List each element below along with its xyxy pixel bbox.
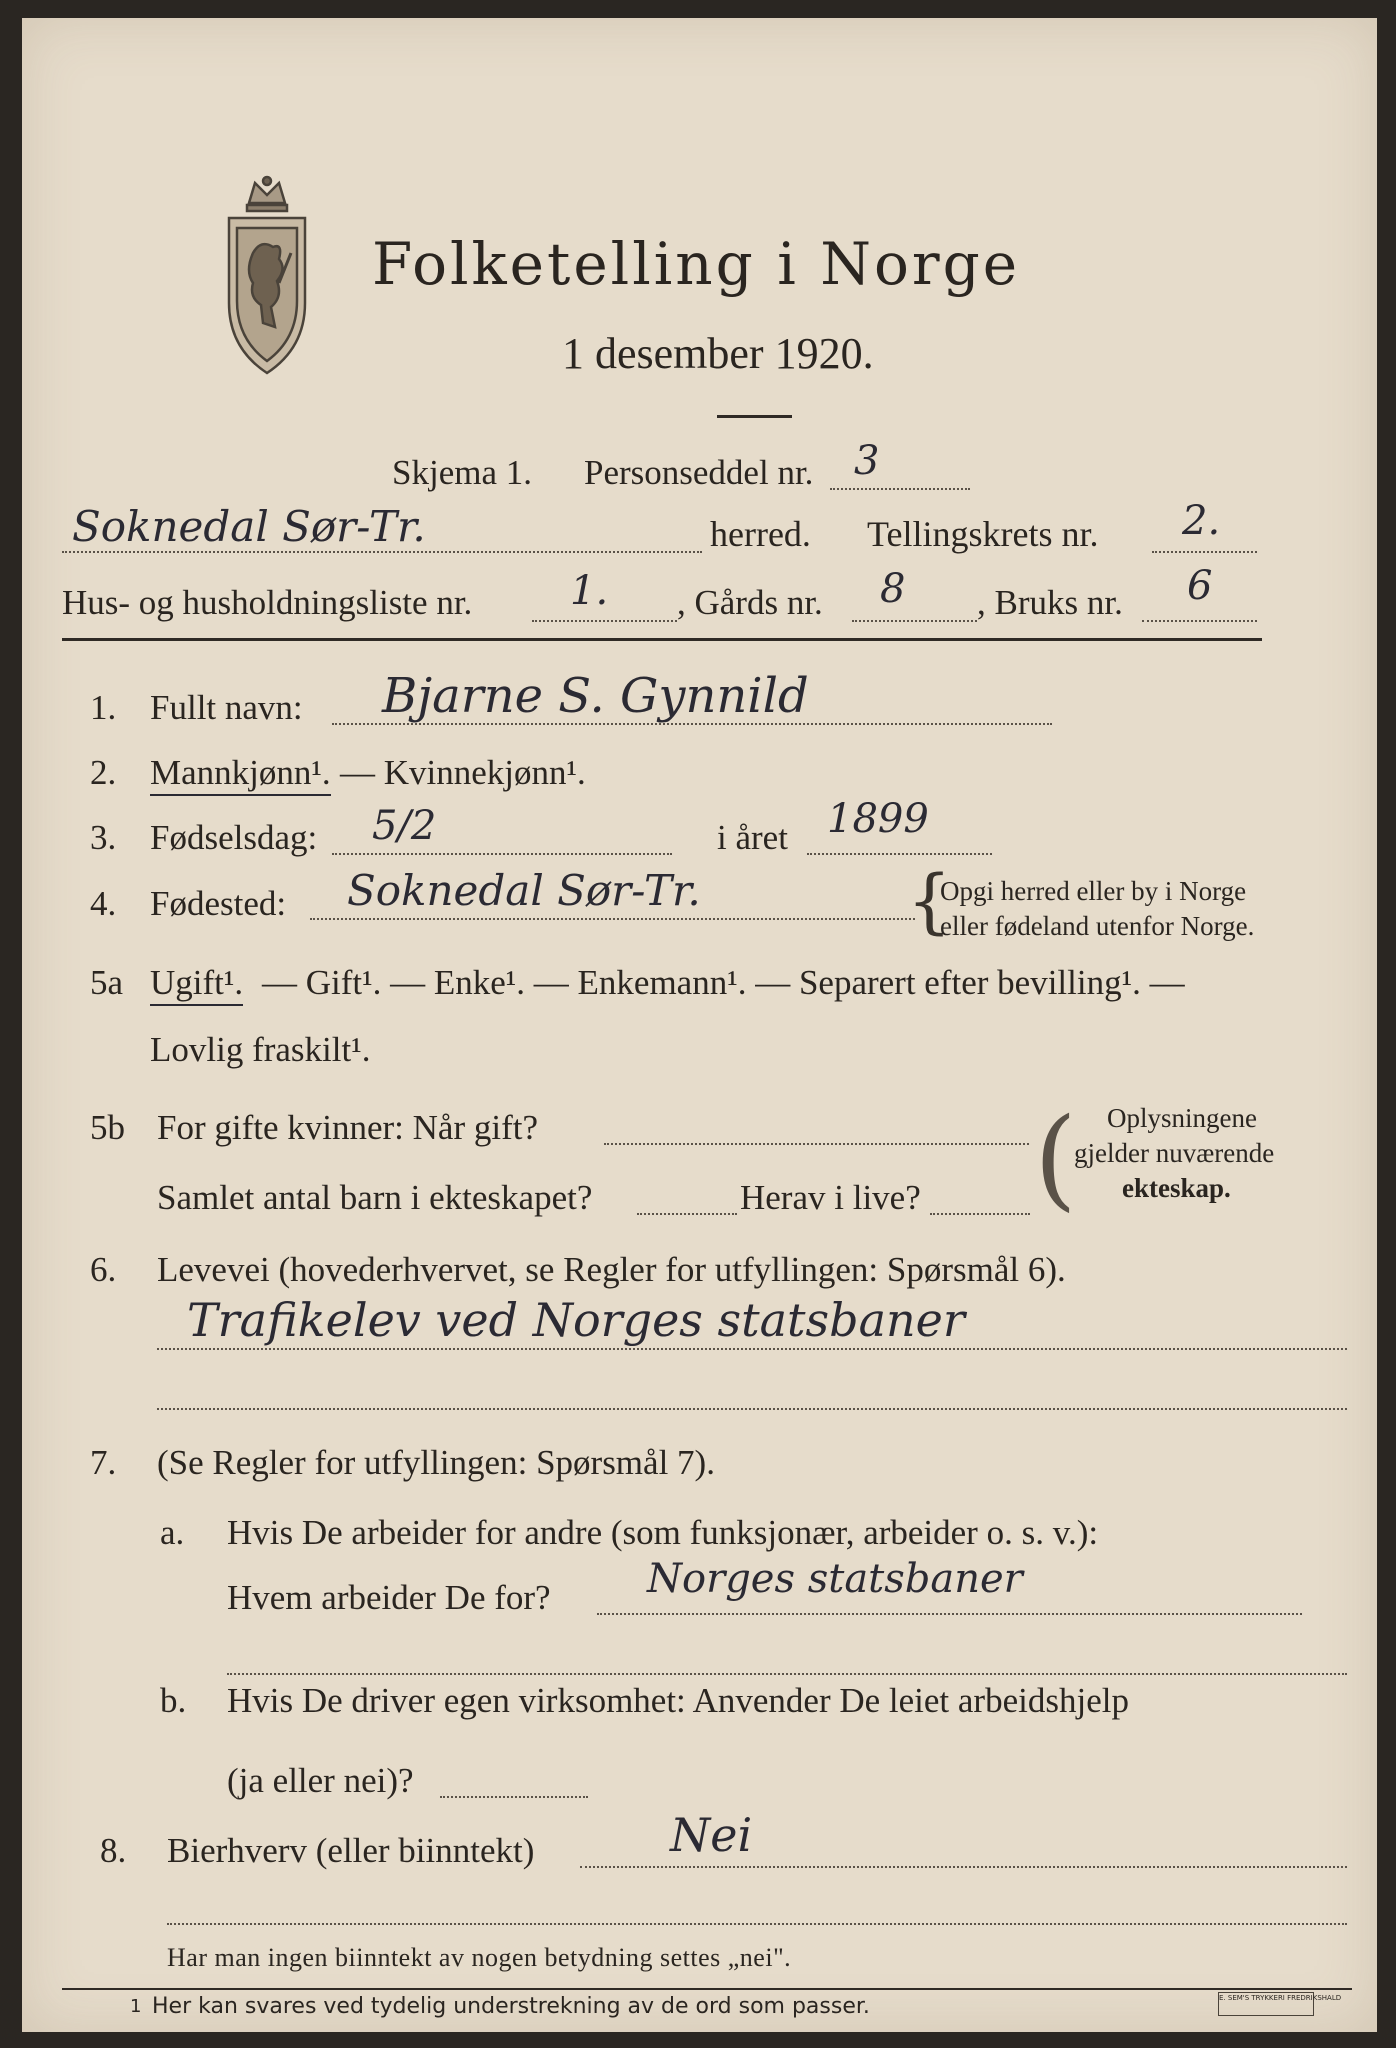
bruks-value[interactable]: 6 bbox=[1187, 563, 1213, 609]
q5b-note-2: gjelder nuværende bbox=[1074, 1138, 1275, 1168]
coat-of-arms-icon bbox=[217, 173, 317, 378]
q4-line bbox=[310, 918, 915, 920]
q8-line-1 bbox=[580, 1866, 1347, 1868]
tellingskrets-value[interactable]: 2. bbox=[1182, 498, 1221, 544]
q7b-letter: b. bbox=[160, 1681, 187, 1720]
marital-options[interactable]: — Gift¹. — Enke¹. — Enkemann¹. — Separert efter bevilling¹. — bbox=[262, 963, 1185, 1002]
printer-stamp: E. SEM'S TRYKKERI FREDRIKSHALD bbox=[1218, 1992, 1314, 2016]
gards-line bbox=[852, 620, 977, 622]
q7b-label-2: (ja eller nei)? bbox=[227, 1761, 414, 1800]
divorced-option[interactable]: Lovlig fraskilt¹. bbox=[150, 1030, 371, 1069]
q1-number: 1. bbox=[90, 688, 117, 727]
footnote-number: 1 bbox=[130, 1996, 142, 2017]
q3-year-line bbox=[807, 853, 992, 855]
q3-line bbox=[332, 853, 672, 855]
q8-number: 8. bbox=[100, 1831, 127, 1870]
personseddel-line bbox=[830, 488, 970, 490]
marriage-date-line[interactable] bbox=[604, 1143, 1029, 1145]
census-form bbox=[22, 18, 1377, 2032]
husliste-value[interactable]: 1. bbox=[570, 568, 609, 614]
husliste-line bbox=[532, 620, 677, 622]
male-option[interactable]: Mannkjønn¹. bbox=[150, 753, 331, 796]
q5b-label-1: For gifte kvinner: Når gift? bbox=[157, 1108, 539, 1147]
q4-number: 4. bbox=[90, 884, 117, 923]
q7a-letter: a. bbox=[160, 1513, 185, 1552]
bruks-line bbox=[1142, 620, 1257, 622]
q2-number: 2. bbox=[90, 753, 117, 792]
children-count-line[interactable] bbox=[637, 1213, 737, 1215]
unmarried-option[interactable]: Ugift¹. bbox=[150, 963, 243, 1006]
q6-label: Levevei (hovederhvervet, se Regler for utfyllingen: Spørsmål 6). bbox=[157, 1250, 1066, 1289]
tellingskrets-line bbox=[1152, 551, 1257, 553]
q5b-note-3: ekteskap. bbox=[1122, 1173, 1231, 1203]
gards-value[interactable]: 8 bbox=[880, 566, 906, 612]
personseddel-label: Personseddel nr. bbox=[584, 453, 814, 492]
q1-label: Fullt navn: bbox=[150, 688, 303, 727]
q7-label: (Se Regler for utfyllingen: Spørsmål 7). bbox=[157, 1443, 715, 1482]
herred-label: herred. bbox=[710, 514, 811, 554]
q7-number: 7. bbox=[90, 1443, 117, 1482]
children-alive-line[interactable] bbox=[930, 1213, 1030, 1215]
title-divider bbox=[717, 415, 792, 418]
occupation-value[interactable]: Trafikelev ved Norges statsbaner bbox=[187, 1293, 965, 1347]
form-date: 1 desember 1920. bbox=[562, 329, 874, 378]
q5b-number: 5b bbox=[90, 1108, 125, 1147]
q6-line-2 bbox=[157, 1408, 1347, 1410]
q7a-label: Hvis De arbeider for andre (som funksjonær, arbeider o. s. v.): bbox=[227, 1513, 1099, 1552]
footer-note: Har man ingen biinntekt av nogen betydning settes „nei". bbox=[167, 1943, 792, 1972]
female-option[interactable]: — Kvinnekjønn¹. bbox=[340, 753, 586, 792]
q5b-brace: ( bbox=[1034, 1094, 1077, 1222]
q4-label: Fødested: bbox=[150, 884, 287, 923]
q5b-label-3: Herav i live? bbox=[740, 1178, 921, 1217]
herred-line bbox=[62, 551, 702, 553]
q3-year-label: i året bbox=[717, 818, 788, 857]
employer-value[interactable]: Norges statsbaner bbox=[647, 1556, 1023, 1602]
q3-number: 3. bbox=[90, 818, 117, 857]
footnote-text: Her kan svares ved tydelig understrekning av de ord som passer. bbox=[152, 1994, 870, 2019]
q4-note-1: Opgi herred eller by i Norge bbox=[940, 876, 1247, 906]
personseddel-value[interactable]: 3 bbox=[854, 438, 880, 484]
q5b-label-2: Samlet antal barn i ekteskapet? bbox=[157, 1178, 593, 1217]
q7a-label-2: Hvem arbeider De for? bbox=[227, 1578, 551, 1617]
q5b-note-1: Oplysningene bbox=[1107, 1103, 1257, 1133]
q8-line-2 bbox=[167, 1923, 1347, 1925]
full-name-value[interactable]: Bjarne S. Gynnild bbox=[382, 668, 809, 724]
q6-line-1 bbox=[157, 1348, 1347, 1350]
birthplace-value[interactable]: Soknedal Sør-Tr. bbox=[347, 866, 701, 915]
q4-note-2: eller fødeland utenfor Norge. bbox=[940, 911, 1255, 941]
side-income-value[interactable]: Nei bbox=[670, 1808, 753, 1862]
q6-number: 6. bbox=[90, 1250, 117, 1289]
hired-help-line[interactable] bbox=[440, 1796, 588, 1798]
husliste-label: Hus- og husholdningsliste nr. bbox=[62, 583, 473, 622]
birthdate-value[interactable]: 5/2 bbox=[372, 803, 437, 849]
form-title: Folketelling i Norge bbox=[372, 230, 1021, 298]
bruks-label: , Bruks nr. bbox=[977, 583, 1123, 622]
q3-label: Fødselsdag: bbox=[150, 818, 318, 857]
q7b-label: Hvis De driver egen virksomhet: Anvender De leiet arbeidshjelp bbox=[227, 1681, 1129, 1720]
tellingskrets-label: Tellingskrets nr. bbox=[867, 514, 1099, 554]
footer-divider bbox=[62, 1988, 1352, 1990]
q4-brace: { bbox=[907, 860, 952, 942]
q5a-number: 5a bbox=[90, 963, 124, 1002]
q7a-line-1 bbox=[597, 1613, 1302, 1615]
header-divider bbox=[62, 638, 1262, 641]
q8-label: Bierhverv (eller biinntekt) bbox=[167, 1831, 535, 1870]
birthyear-value[interactable]: 1899 bbox=[827, 796, 929, 842]
gards-label: , Gårds nr. bbox=[677, 583, 823, 622]
q7a-line-2 bbox=[227, 1673, 1347, 1675]
schema-label: Skjema 1. bbox=[392, 453, 532, 492]
herred-value[interactable]: Soknedal Sør-Tr. bbox=[72, 502, 426, 551]
